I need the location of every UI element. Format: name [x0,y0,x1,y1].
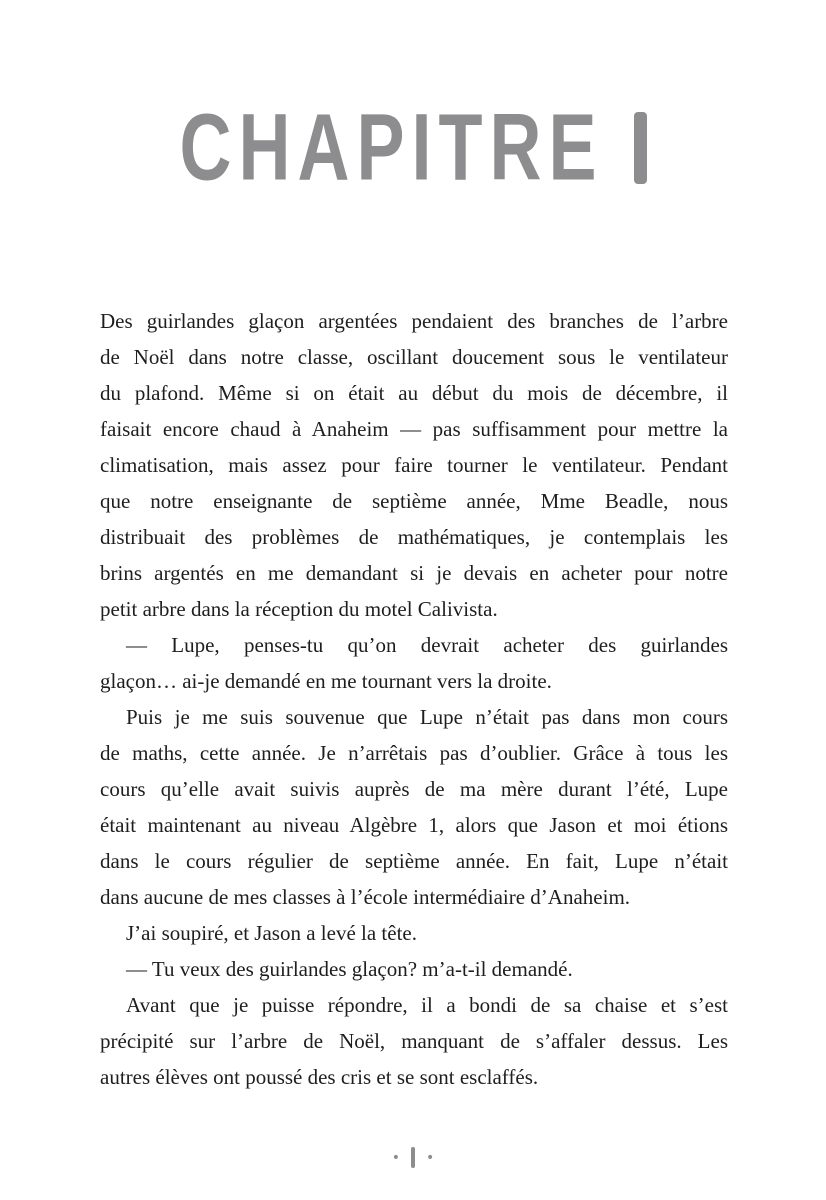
text-line: Puis je me suis souvenue que Lupe n’était pas dans mon cours [126,705,728,729]
text-line: distribuait des problèmes de mathématiques, je contemplais les [100,525,728,549]
text-line: dans aucune de mes classes à l’école intermédiaire d’Anaheim. [100,885,631,909]
text-line: de Noël dans notre classe, oscillant doucement sous le ventilateur [100,345,728,369]
paragraph [100,987,728,1095]
text-line: Avant que je puisse répondre, il a bondi de sa chaise et s’est [126,993,728,1017]
paragraph [100,627,728,699]
chapter-title [0,92,826,204]
text-line: petit arbre dans la réception du motel Calivista. [100,597,498,621]
paragraph [100,951,728,987]
text-line: — Tu veux des guirlandes glaçon? m’a-t-il demandé. [126,957,573,981]
text-line: cours qu’elle avait suivis auprès de ma mère durant l’été, Lupe [100,777,728,801]
text-line: que notre enseignante de septième année, Mme Beadle, nous [100,489,728,513]
paragraph [100,699,728,915]
text-line: du plafond. Même si on était au début du mois de décembre, il [100,381,728,405]
chapter-number [634,112,647,184]
page-footer [0,1147,826,1168]
text-line: — Lupe, penses-tu qu’on devrait acheter des guirlandes [126,633,728,657]
footer-dot-left: • [391,1149,400,1166]
paragraph [100,915,728,951]
text-line: faisait encore chaud à Anaheim — pas suffisamment pour mettre la [100,417,728,441]
page-number [411,1147,415,1168]
text-line: était maintenant au niveau Algèbre 1, alors que Jason et moi étions [100,813,728,837]
body-text [100,303,728,1095]
text-line: climatisation, mais assez pour faire tourner le ventilateur. Pendant [100,453,728,477]
text-line: brins argentés en me demandant si je devais en acheter pour notre [100,561,728,585]
text-line: précipité sur l’arbre de Noël, manquant de s’affaler dessus. Les [100,1029,728,1053]
footer-dot-right: • [426,1149,435,1166]
text-line: J’ai soupiré, et Jason a levé la tête. [126,921,417,945]
paragraph [100,303,728,627]
text-line: Des guirlandes glaçon argentées pendaient des branches de l’arbre [100,309,728,333]
text-line: glaçon… ai-je demandé en me tournant vers la droite. [100,669,552,693]
chapter-title-word: CHAPITRE [179,95,604,201]
text-line: de maths, cette année. Je n’arrêtais pas d’oublier. Grâce à tous les [100,741,728,765]
text-line: dans le cours régulier de septième année. En fait, Lupe n’était [100,849,728,873]
text-line: autres élèves ont poussé des cris et se sont esclaffés. [100,1065,539,1089]
